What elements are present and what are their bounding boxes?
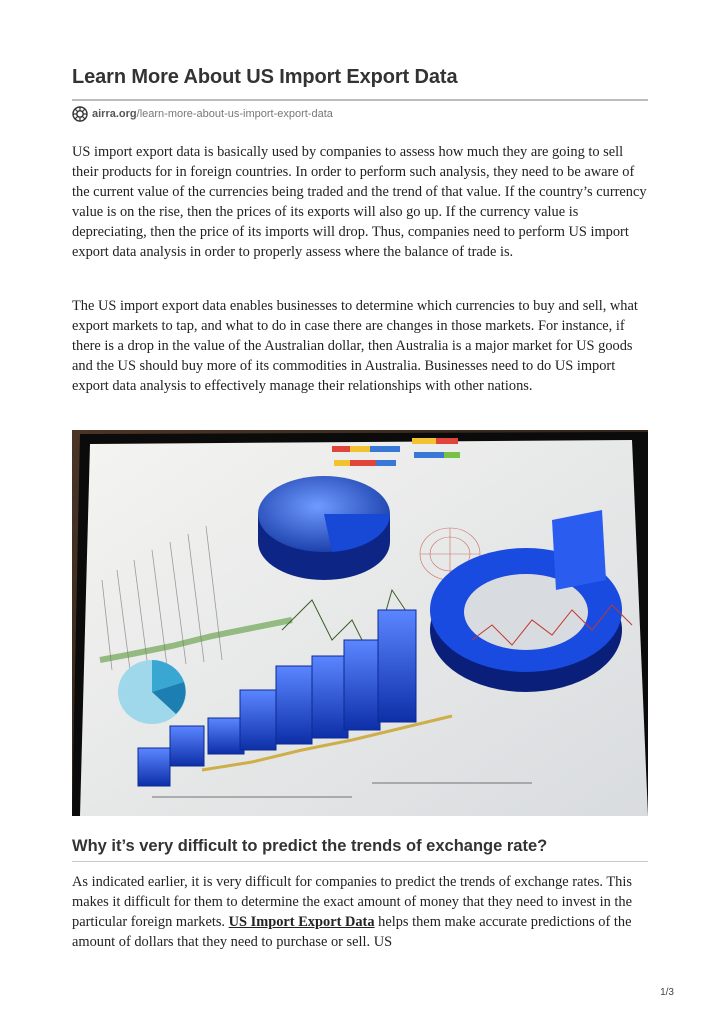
source-domain: airra.org <box>92 108 137 120</box>
section-divider <box>72 861 648 862</box>
paragraph-3 <box>72 872 648 952</box>
tablet-charts-photo <box>72 430 648 816</box>
paragraph-2: The US import export data enables businesses to determine which currencies to buy and sell, what export markets to tap, and what to do in case there are changes in those markets. For instance, if there is a drop in the value of the Australian dollar, then Australia is a major market for US goods and the US should buy more of its commodities in Australia. Businesses need to do US import export data analysis to effectively manage their relationships with other nations. <box>72 298 638 394</box>
site-logo-icon <box>72 106 88 122</box>
source-path: /learn-more-about-us-import-export-data <box>136 108 333 120</box>
source-url[interactable] <box>72 105 333 123</box>
paragraph-3-text-end: helps them make accurate predictions of the amount of dollars that they need to purchase or sell. US <box>72 914 632 950</box>
page-number: 1/3 <box>660 987 674 998</box>
us-import-export-data-link[interactable]: US Import Export Data <box>228 914 375 930</box>
title-divider <box>72 99 648 101</box>
paragraph-1: US import export data is basically used by companies to assess how much they are going to sell their products for in foreign countries. In order to perform such analysis, they need to be aware of the current value of the currencies being traded and the trend of that value. If the country’s currency value is on the rise, then the prices of its exports will also go up. If the currency value is depreciating, then the price of its imports will drop. Thus, companies need to perform US import export data analysis in order to properly assess where the balance of trade is. <box>72 144 647 260</box>
section-heading: Why it’s very difficult to predict the trends of exchange rate? <box>72 837 548 855</box>
page-title: Learn More About US Import Export Data <box>72 66 458 88</box>
paragraph-3-text-start: As indicated earlier, it is very difficult for companies to predict the trends of exchange rates. This makes it difficult for them to determine the exact amount of money that they need to invest in the particular foreign markets. <box>72 874 633 930</box>
